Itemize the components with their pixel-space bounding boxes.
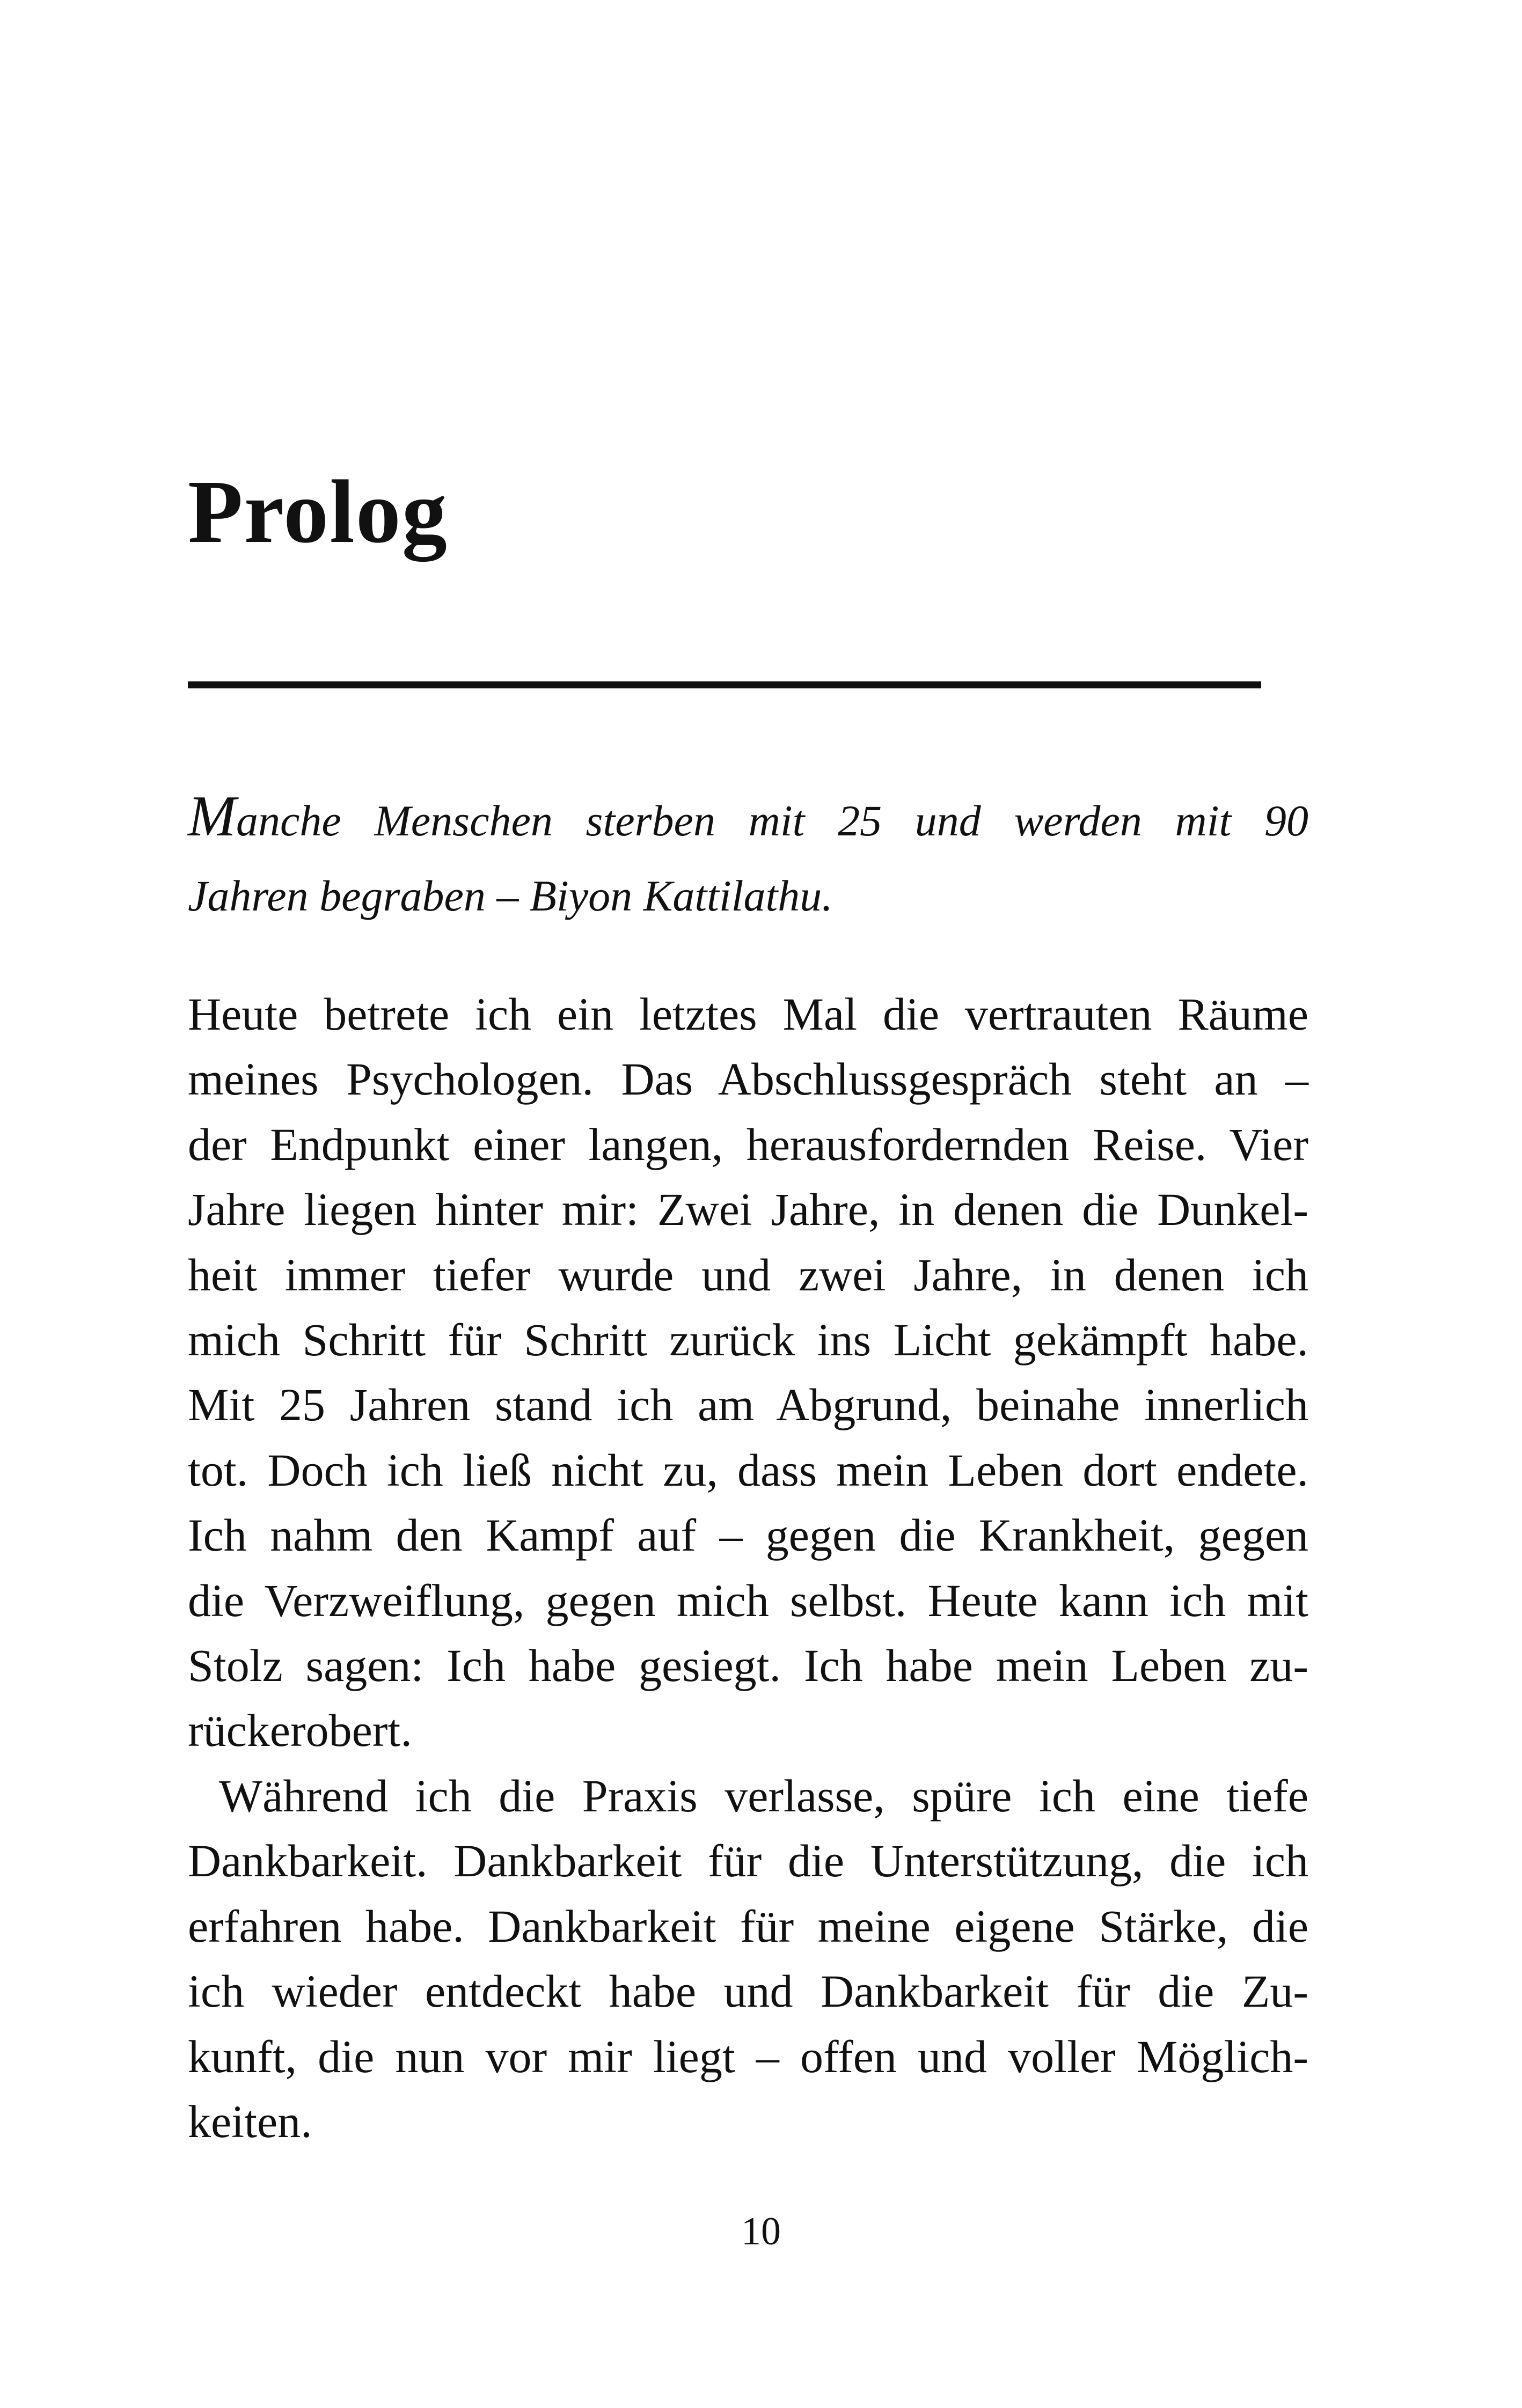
epigraph: [188, 779, 1308, 934]
text-line: Jahre liegen hinter mir: Zwei Jahre, in denen die Dunkel-: [188, 1184, 1308, 1236]
text-line: die Verzweiflung, gegen mich selbst. Heute kann ich mit: [188, 1574, 1308, 1626]
chapter-title: Prolog: [188, 462, 448, 562]
epigraph-line: Jahren begraben – Biyon Kattilathu.: [188, 871, 833, 920]
text-line: keiten.: [188, 2095, 312, 2147]
text-line: Mit 25 Jahren stand ich am Abgrund, beinahe innerlich: [188, 1379, 1308, 1431]
paragraph-2: [188, 1764, 1308, 2154]
text-line: ich wieder entdeckt habe und Dankbarkeit für die Zu-: [188, 1965, 1308, 2017]
text-line: Dankbarkeit. Dankbarkeit für die Unterstützung, die ich: [188, 1835, 1308, 1887]
epigraph-line: [188, 779, 1308, 858]
body-text: [188, 982, 1308, 2154]
epigraph-line-text: anche Menschen sterben mit 25 und werden mit 90: [236, 796, 1308, 845]
page-number: 10: [741, 2209, 781, 2253]
title-divider: [188, 681, 1261, 688]
text-line: Ich nahm den Kampf auf – gegen die Krankheit, gegen: [188, 1509, 1308, 1561]
text-line: rückerobert.: [188, 1705, 412, 1757]
text-line: mich Schritt für Schritt zurück ins Licht gekämpft habe.: [188, 1314, 1308, 1366]
text-line: tot. Doch ich ließ nicht zu, dass mein Leben dort endete.: [188, 1444, 1308, 1496]
text-line: heit immer tiefer wurde und zwei Jahre, in denen ich: [188, 1249, 1308, 1301]
text-line: kunft, die nun vor mir liegt – offen und voller Möglich-: [188, 2030, 1308, 2082]
text-line: Stolz sagen: Ich habe gesiegt. Ich habe mein Leben zu-: [188, 1640, 1308, 1692]
text-line: erfahren habe. Dankbarkeit für meine eigene Stärke, die: [188, 1900, 1308, 1952]
epigraph-dropcap: M: [188, 784, 236, 848]
text-line: der Endpunkt einer langen, herausfordernden Reise. Vier: [188, 1118, 1308, 1170]
text-line: Während ich die Praxis verlasse, spüre ich eine tiefe: [219, 1770, 1308, 1822]
text-line: Heute betrete ich ein letztes Mal die vertrauten Räume: [188, 988, 1308, 1040]
text-line: meines Psychologen. Das Abschlussgespräch steht an –: [188, 1053, 1308, 1105]
paragraph-1: [188, 982, 1308, 1764]
